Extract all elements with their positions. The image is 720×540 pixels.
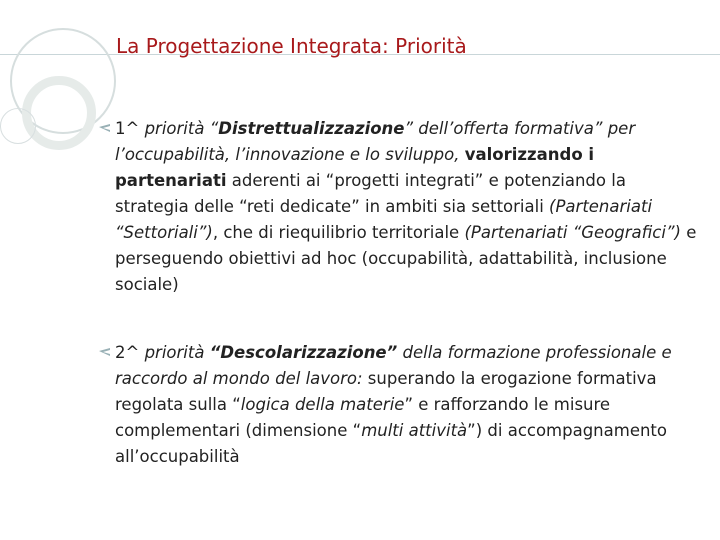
wing-bullet-icon (98, 116, 112, 142)
text-segment: ” dell’offerta formativa” per l’occupabilità, l’innovazione e lo sviluppo, (115, 119, 636, 164)
text-segment: , che di riequilibrio territoriale (212, 223, 465, 242)
text-segment: ”) di accompagnamento all’occupabilità (115, 421, 668, 466)
text-segment: ” e rafforzando le misure complementari (dimensione “ (115, 395, 611, 440)
text-segment: priorità (144, 343, 210, 362)
text-segment: aderenti ai “progetti integrati” e potenziando la strategia delle “reti dedicate” in ambiti sia settoriali (115, 171, 626, 216)
wing-bullet-icon (98, 340, 112, 366)
text-segment: e perseguendo obiettivi ad hoc (occupabilità, adattabilità, inclusione sociale) (115, 223, 697, 294)
text-segment: della formazione professionale e raccordo al mondo del lavoro: (115, 343, 672, 388)
text-segment: superando la erogazione formativa regolata sulla “ (115, 369, 657, 414)
decorative-ring (0, 108, 36, 144)
text-segment: valorizzando i partenariati (115, 145, 595, 190)
text-segment: 2^ (115, 343, 145, 362)
text-segment: Distrettualizzazione (218, 119, 405, 138)
text-segment: (Partenariati “Settoriali”) (115, 197, 653, 242)
bullet-priority-1 (98, 116, 698, 298)
decorative-ring (22, 76, 96, 150)
text-segment: “Descolarizzazione” (209, 343, 398, 362)
text-segment: 1^ (115, 119, 145, 138)
text-segment: logica della materie (240, 395, 405, 414)
slide-title: La Progettazione Integrata: Priorità (116, 34, 467, 58)
text-segment: multi attività (361, 421, 468, 440)
bullet-priority-2 (98, 340, 698, 470)
bullet-text (98, 340, 698, 470)
text-segment: priorità “ (144, 119, 219, 138)
bullet-text (98, 116, 698, 298)
text-segment: (Partenariati “Geografici”) (464, 223, 681, 242)
